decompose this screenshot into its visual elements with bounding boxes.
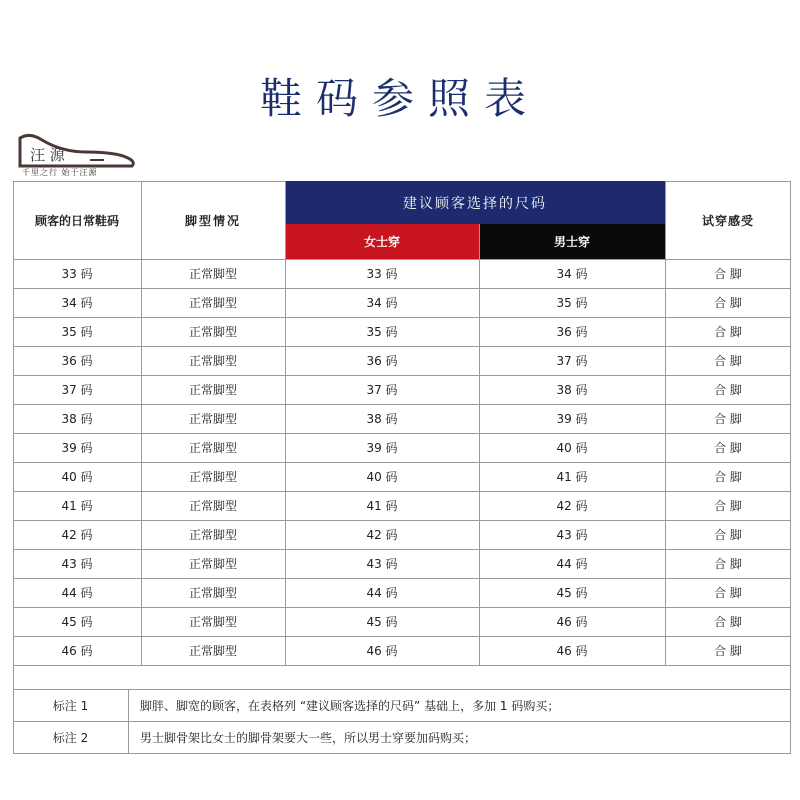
header-daily-size: 顾客的日常鞋码 [34,213,119,228]
grid-line [13,491,791,492]
grid-line [13,520,791,521]
svg-text:汪 源: 汪 源 [30,146,65,164]
header-fit: 试穿感受 [701,213,754,228]
male-size-cell: 43 码 [556,528,588,542]
fit-cell: 合 脚 [714,528,742,542]
foot-type-cell: 正常脚型 [188,499,237,513]
daily-size-cell: 42 码 [61,528,93,542]
grid-line [141,181,142,665]
daily-size-cell: 40 码 [61,470,93,484]
grid-line [13,578,791,579]
grid-line [13,259,791,260]
male-size-cell: 44 码 [556,557,588,571]
male-size-cell: 36 码 [556,325,588,339]
daily-size-cell: 38 码 [61,412,93,426]
female-size-cell: 44 码 [366,586,398,600]
fit-cell: 合 脚 [714,644,742,658]
female-size-cell: 43 码 [366,557,398,571]
grid-line [13,607,791,608]
foot-type-cell: 正常脚型 [188,441,237,455]
grid-line [13,288,791,289]
grid-line [790,181,791,754]
size-table [13,181,791,754]
grid-line [13,549,791,550]
foot-type-cell: 正常脚型 [188,528,237,542]
foot-type-cell: 正常脚型 [188,296,237,310]
note-1-text: 脚胖、脚宽的顾客，在表格列 “建议顾客选择的尺码” 基础上，多加 1 码购买； [140,698,560,713]
note-2-label: 标注 2 [52,731,89,745]
fit-cell: 合 脚 [714,586,742,600]
spacer-row [13,665,791,689]
male-size-cell: 38 码 [556,383,588,397]
fit-cell: 合 脚 [714,383,742,397]
foot-type-cell: 正常脚型 [188,354,237,368]
daily-size-cell: 39 码 [61,441,93,455]
male-size-cell: 35 码 [556,296,588,310]
foot-type-cell: 正常脚型 [188,470,237,484]
header-male: 男士穿 [479,224,665,259]
page-title: 鞋码参照表 [259,74,540,123]
fit-cell: 合 脚 [714,499,742,513]
fit-cell: 合 脚 [714,412,742,426]
fit-cell: 合 脚 [714,615,742,629]
foot-type-cell: 正常脚型 [188,644,237,658]
daily-size-cell: 37 码 [61,383,93,397]
logo-slogan: 千里之行 始于汪源 [22,168,98,177]
grid-line [128,689,129,754]
grid-line [13,753,791,754]
foot-type-cell: 正常脚型 [188,267,237,281]
female-size-cell: 46 码 [366,644,398,658]
foot-type-cell: 正常脚型 [188,615,237,629]
foot-type-cell: 正常脚型 [188,586,237,600]
fit-cell: 合 脚 [714,325,742,339]
male-size-cell: 46 码 [556,644,588,658]
header-female: 女士穿 [285,224,479,259]
female-size-cell: 42 码 [366,528,398,542]
grid-line [665,181,666,665]
male-size-cell: 40 码 [556,441,588,455]
grid-line [13,375,791,376]
grid-line [13,665,791,666]
female-size-cell: 35 码 [366,325,398,339]
female-size-cell: 36 码 [366,354,398,368]
female-size-cell: 37 码 [366,383,398,397]
daily-size-cell: 45 码 [61,615,93,629]
grid-line [13,689,791,690]
male-size-cell: 42 码 [556,499,588,513]
header-suggested-size: 建议顾客选择的尺码 [285,181,665,224]
grid-line [13,404,791,405]
female-size-cell: 41 码 [366,499,398,513]
grid-line [13,433,791,434]
note-2-text: 男士脚骨架比女士的脚骨架要大一些，所以男士穿要加码购买； [140,731,477,745]
foot-type-cell: 正常脚型 [188,325,237,339]
fit-cell: 合 脚 [714,441,742,455]
fit-cell: 合 脚 [714,557,742,571]
male-size-cell: 41 码 [556,470,588,484]
male-size-cell: 46 码 [556,615,588,629]
shoe-logo-icon [16,126,140,170]
grid-line [13,181,285,182]
female-size-cell: 45 码 [366,615,398,629]
male-size-cell: 34 码 [556,267,588,281]
male-size-cell: 37 码 [556,354,588,368]
daily-size-cell: 46 码 [61,644,93,658]
foot-type-cell: 正常脚型 [188,557,237,571]
daily-size-cell: 41 码 [61,499,93,513]
fit-cell: 合 脚 [714,470,742,484]
grid-line [13,636,791,637]
foot-type-cell: 正常脚型 [188,383,237,397]
female-size-cell: 33 码 [366,267,398,281]
female-size-cell: 34 码 [366,296,398,310]
grid-line [285,181,286,665]
grid-line [13,317,791,318]
daily-size-cell: 35 码 [61,325,93,339]
grid-line [13,721,791,722]
daily-size-cell: 33 码 [61,267,93,281]
fit-cell: 合 脚 [714,267,742,281]
fit-cell: 合 脚 [714,296,742,310]
female-size-cell: 39 码 [366,441,398,455]
grid-line [665,181,791,182]
male-size-cell: 39 码 [556,412,588,426]
fit-cell: 合 脚 [714,354,742,368]
grid-line [13,346,791,347]
male-size-cell: 45 码 [556,586,588,600]
daily-size-cell: 43 码 [61,557,93,571]
daily-size-cell: 36 码 [61,354,93,368]
grid-line [479,224,480,665]
foot-type-cell: 正常脚型 [188,412,237,426]
daily-size-cell: 44 码 [61,586,93,600]
grid-line [13,181,14,754]
note-1-label: 标注 1 [52,698,89,713]
female-size-cell: 38 码 [366,412,398,426]
grid-line [13,462,791,463]
daily-size-cell: 34 码 [61,296,93,310]
header-foot-type: 脚型情况 [184,213,241,228]
female-size-cell: 40 码 [366,470,398,484]
